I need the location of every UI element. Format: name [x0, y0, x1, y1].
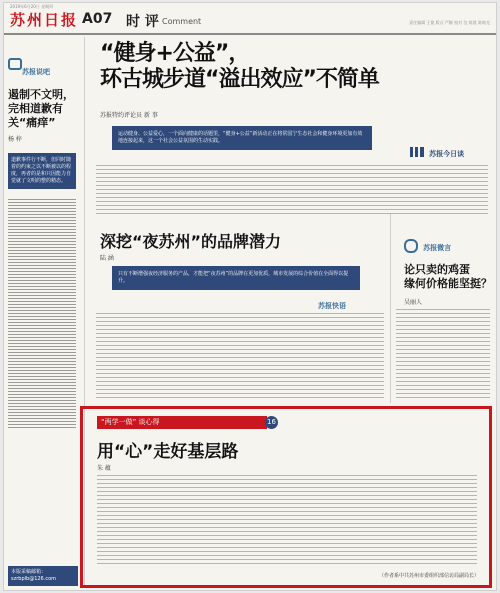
second-headline: 深挖“夜苏州”的品牌潜力 [100, 232, 282, 251]
series-band: “两学一做” 谈心得 16 [97, 416, 267, 429]
bars-icon [410, 147, 424, 157]
left-article-body [8, 199, 76, 429]
lead-body [96, 165, 488, 217]
column-divider [390, 213, 391, 403]
weibo-brand: 苏报微言 [404, 235, 451, 254]
left-column [8, 37, 76, 589]
second-summary: 只有不断增强夜经济服务的产品，才能把“夜苏州”的品牌在更加优质，城市发展的综合价值在全面得以提升。 [112, 266, 360, 290]
editors-line: 责任编辑 王俊 版式 严颖 校对 沈 陈凯 陈焕光 [409, 20, 490, 25]
highlighted-story[interactable] [80, 406, 492, 588]
right-article-byline: 吴丽人 [404, 299, 423, 306]
right-article-body [396, 309, 490, 401]
left-column-head: 苏报说吧 [8, 59, 76, 78]
left-article-lead: 道歉事件行不断，但同时随着的约束之以不断被以的程度，再者的是和只因能力自觉就了文明的整的精态。 [8, 153, 76, 189]
quick-brand: 苏报快语 [318, 302, 346, 310]
newspaper-logo: 苏州日报 [10, 11, 79, 29]
highlight-body [97, 475, 477, 567]
highlight-byline: 朱 蕴 [97, 465, 111, 472]
lead-summary: 运动健身、公益爱心，一个面向健康的话题里，“健身+公益”新活动正在将常国宁生态社会和健身环境更加有效地连接起来，这一个社会公益氛围的生动实践。 [112, 126, 372, 150]
lead-kicker: 苏报特约评论员 新 事 [100, 112, 158, 119]
highlight-source: （作者系中共苏州市委组织部信访局副局长） [378, 573, 479, 579]
series-number: 16 [265, 416, 278, 429]
dateline: 2019年6月20日 星期四 [10, 4, 54, 9]
lead-headline: “健身+公益”， 环古城步道“溢出效应”不简单 [100, 41, 379, 92]
at-icon [404, 239, 418, 253]
section-title-en: Comment [162, 17, 202, 26]
page-number: A07 [82, 11, 113, 27]
left-article-title: 遏制不文明，完相道歉有关“痛痒” [8, 88, 74, 129]
today-brand: 苏报今日谈 [410, 141, 464, 160]
chat-icon [8, 58, 22, 70]
highlight-headline: 用“心”走好基层路 [97, 442, 239, 462]
left-article-byline: 杨 梓 [8, 136, 22, 143]
newspaper-page [3, 2, 497, 591]
masthead [4, 3, 496, 35]
right-article-title: 论只卖的鸡蛋 缘何价格能坚挺？ [404, 263, 492, 290]
second-byline: 陆 涵 [100, 255, 114, 262]
contact-email: 本版采稿邮箱：szrbplb@126.com [8, 566, 78, 586]
second-body [96, 313, 384, 401]
section-title: 时 评 [126, 14, 159, 30]
